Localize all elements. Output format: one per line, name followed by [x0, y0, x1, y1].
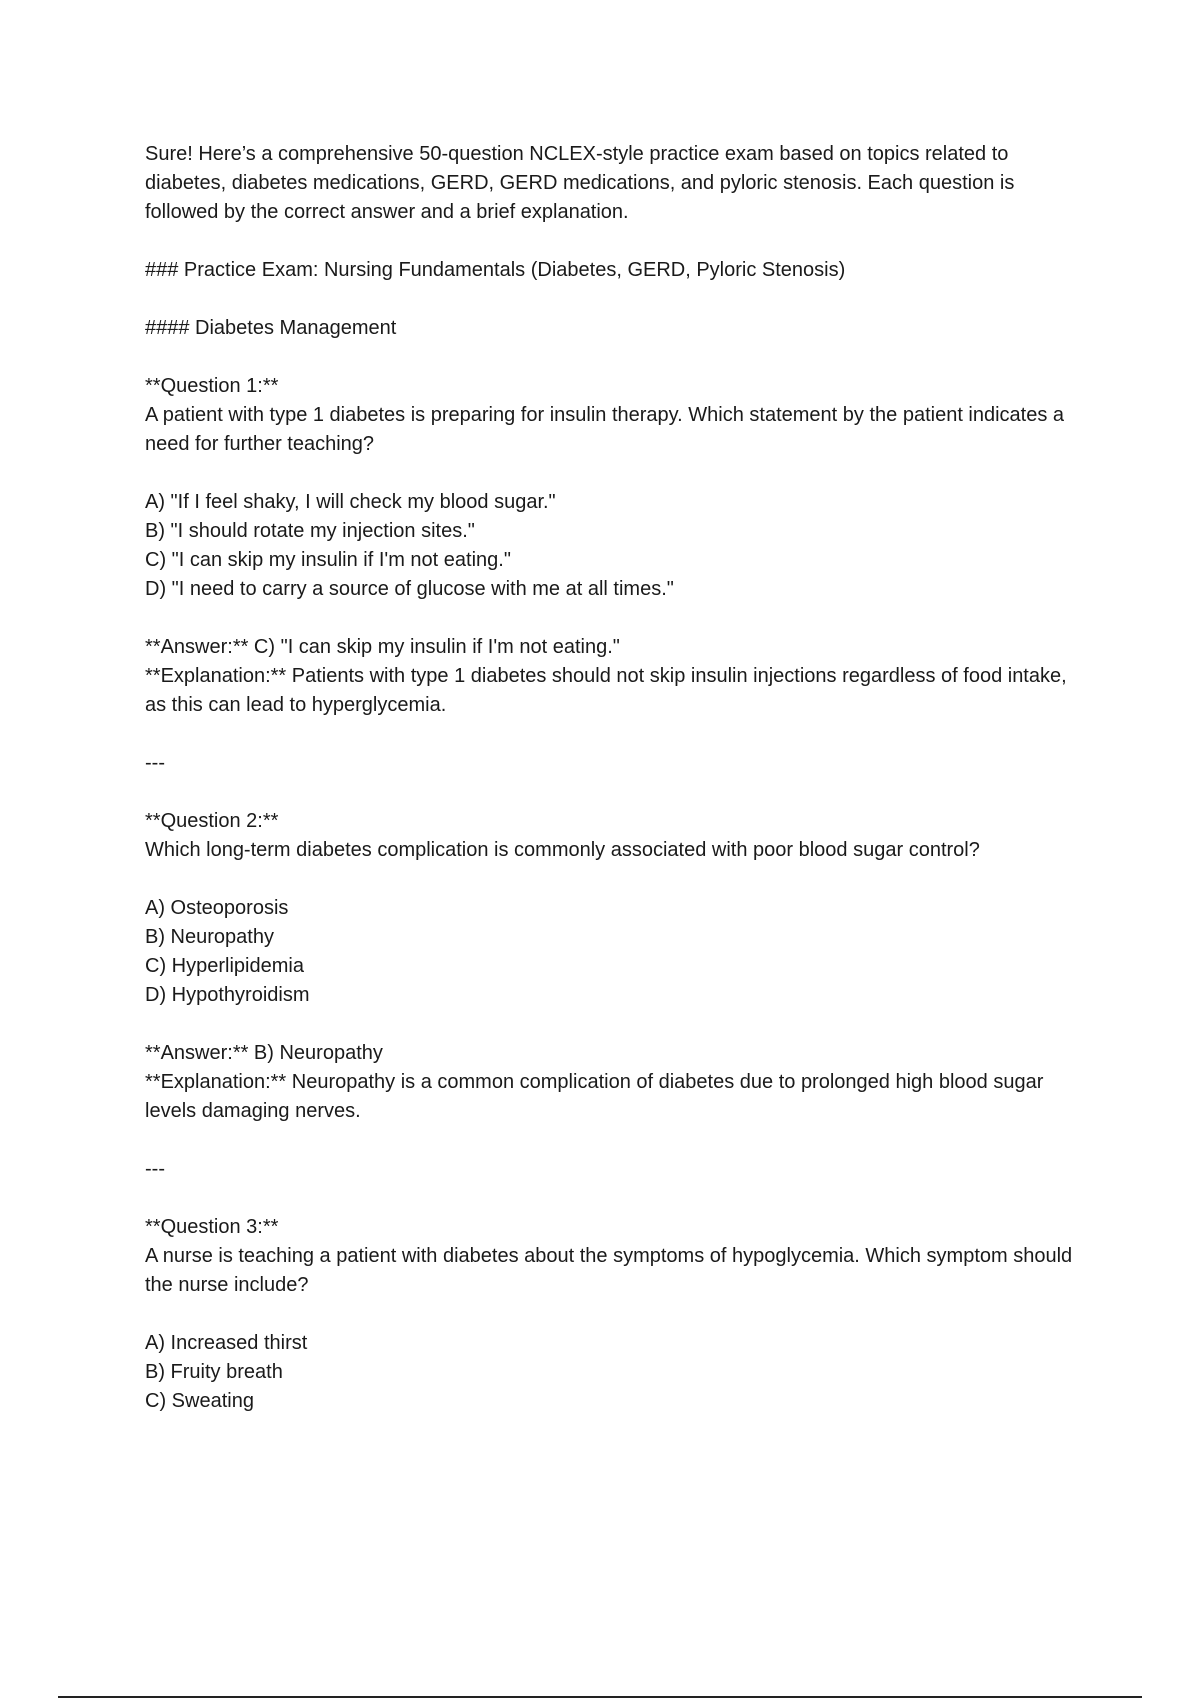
option-a: A) Increased thirst	[145, 1332, 308, 1354]
option-d: D) Hypothyroidism	[145, 984, 310, 1006]
intro-paragraph: Sure! Here’s a comprehensive 50-question NCLEX-style practice exam based on topics related to diabetes, diabetes medications, GERD, GERD medications, and pyloric stenosis. Each question is followed by the correct answer and a brief explanation.	[145, 143, 1020, 223]
question-2	[145, 807, 1090, 865]
option-a: A) "If I feel shaky, I will check my blood sugar."	[145, 491, 556, 513]
separator: ---	[145, 752, 165, 774]
section-heading: #### Diabetes Management	[145, 317, 397, 339]
answer: **Answer:** B) Neuropathy	[145, 1042, 383, 1064]
option-d: D) "I need to carry a source of glucose with me at all times."	[145, 578, 674, 600]
question-1	[145, 372, 1090, 459]
question-label: **Question 3:**	[145, 1216, 279, 1238]
option-c: C) Hyperlipidemia	[145, 955, 304, 977]
question-label: **Question 2:**	[145, 810, 279, 832]
answer: **Answer:** C) "I can skip my insulin if I'm not eating."	[145, 636, 620, 658]
question-1-options	[145, 488, 1090, 604]
question-1-answer-block	[145, 633, 1090, 720]
document-page	[145, 140, 1090, 1445]
explanation: **Explanation:** Patients with type 1 diabetes should not skip insulin injections regardless of food intake, as this can lead to hyperglycemia.	[145, 665, 1073, 716]
question-stem: Which long-term diabetes complication is commonly associated with poor blood sugar control?	[145, 839, 980, 861]
question-3	[145, 1213, 1090, 1300]
question-label: **Question 1:**	[145, 375, 279, 397]
page-bottom-rule	[58, 1696, 1142, 1698]
option-b: B) Fruity breath	[145, 1361, 283, 1383]
question-stem: A patient with type 1 diabetes is preparing for insulin therapy. Which statement by the patient indicates a need for further teaching?	[145, 404, 1070, 455]
question-stem: A nurse is teaching a patient with diabetes about the symptoms of hypoglycemia. Which symptom should the nurse include?	[145, 1245, 1078, 1296]
option-c: C) "I can skip my insulin if I'm not eating."	[145, 549, 511, 571]
explanation: **Explanation:** Neuropathy is a common complication of diabetes due to prolonged high blood sugar levels damaging nerves.	[145, 1071, 1049, 1122]
option-b: B) Neuropathy	[145, 926, 274, 948]
option-b: B) "I should rotate my injection sites."	[145, 520, 475, 542]
option-a: A) Osteoporosis	[145, 897, 289, 919]
option-c: C) Sweating	[145, 1390, 254, 1412]
question-2-options	[145, 894, 1090, 1010]
question-2-answer-block	[145, 1039, 1090, 1126]
question-3-options	[145, 1329, 1090, 1416]
separator: ---	[145, 1158, 165, 1180]
exam-heading: ### Practice Exam: Nursing Fundamentals (Diabetes, GERD, Pyloric Stenosis)	[145, 259, 846, 281]
